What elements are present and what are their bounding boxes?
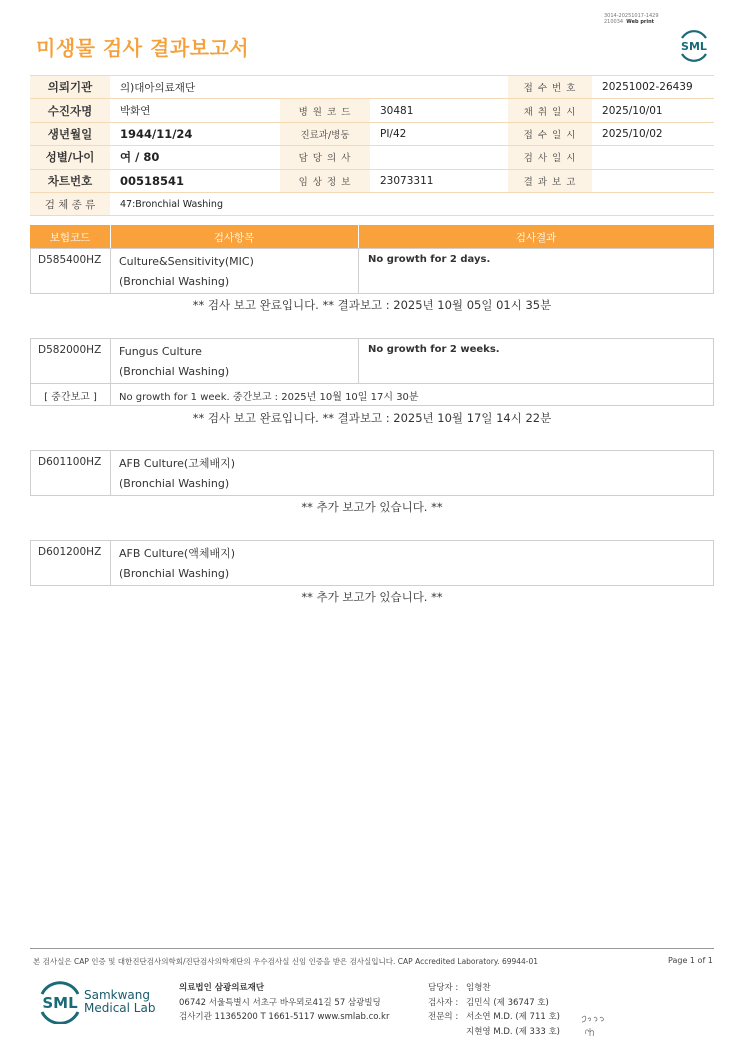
result-code: D601100HZ xyxy=(31,451,111,495)
specimen-label: 검 체 종 류 xyxy=(30,192,110,215)
clinical-info-value: 23073311 xyxy=(370,169,508,192)
name-label: 수진자명 xyxy=(30,99,110,122)
result-code: D585400HZ xyxy=(31,249,111,293)
dept-value: PI/42 xyxy=(370,122,508,145)
collect-date-label: 채 취 일 시 xyxy=(508,99,592,122)
page-number: Page 1 of 1 xyxy=(668,956,713,965)
hospital-code-value: 30481 xyxy=(370,99,508,122)
sml-logo-icon xyxy=(676,28,712,62)
header-result: 검사결과 xyxy=(515,232,557,244)
specimen-value: 47:Bronchial Washing xyxy=(110,192,714,215)
lab-org-name: 의료법인 삼광의료재단 xyxy=(179,983,265,993)
header-item: 검사항목 xyxy=(213,232,255,244)
brand-name: Samkwang Medical Lab xyxy=(84,988,156,1015)
result-row xyxy=(30,450,714,496)
certification-text: 본 검사실은 CAP 인증 및 대한진단검사의학회/진단검사의학재단의 우수검사실 신임 인증을 받은 검사실입니다. CAP Accredited Laboratory. 69944-01 xyxy=(33,957,539,966)
sml-logo-text: SML xyxy=(681,40,707,53)
staff-row: 지현영 M.D. (제 333 호) xyxy=(466,1026,561,1037)
header-divider xyxy=(110,225,111,248)
req-org-value: 의)대아의료재단 xyxy=(110,76,508,99)
patient-info-table xyxy=(30,75,714,216)
req-org-label: 의뢰기관 xyxy=(30,76,110,99)
result-item-name: Fungus Culture xyxy=(119,345,202,358)
result-status: ** 추가 보고가 있습니다. ** xyxy=(301,500,443,514)
staff-row: 전문의 : 서소연 M.D. (제 711 호) xyxy=(428,1012,561,1022)
result-row xyxy=(30,540,714,586)
chart-no-label: 차트번호 xyxy=(30,169,110,192)
print-info: 3014-20251017-1429 210034 Web print xyxy=(604,13,659,25)
result-status: ** 추가 보고가 있습니다. ** xyxy=(301,590,443,604)
result-value: No growth for 2 weeks. xyxy=(368,344,500,355)
result-row xyxy=(30,248,714,294)
report-value xyxy=(592,169,714,192)
info-row xyxy=(30,76,714,99)
lab-address xyxy=(179,981,389,1025)
info-row xyxy=(30,169,714,192)
result-item xyxy=(111,339,359,383)
hospital-code-label: 병 원 코 드 xyxy=(280,99,370,122)
info-row xyxy=(30,192,714,215)
test-date-value xyxy=(592,146,714,169)
info-row xyxy=(30,122,714,145)
receipt-date-label: 접 수 일 시 xyxy=(508,122,592,145)
test-date-label: 검 사 일 시 xyxy=(508,146,592,169)
receipt-no-label: 접 수 번 호 xyxy=(508,76,592,99)
dept-label: 진료과/병동 xyxy=(280,122,370,145)
result-status: ** 검사 보고 완료입니다. ** 결과보고 : 2025년 10월 05일 01시 35분 xyxy=(192,298,552,312)
result-item xyxy=(111,541,711,585)
interim-label: [ 중간보고 ] xyxy=(31,384,111,405)
lab-street-address: 06742 서울특별시 서초구 바우뫼로41길 57 삼광빌딩 xyxy=(179,997,381,1008)
result-row xyxy=(30,338,714,384)
result-item xyxy=(111,451,711,495)
result-item-name: AFB Culture(액체배지) xyxy=(119,547,236,560)
sex-age-value: 여 / 80 xyxy=(110,146,280,169)
header-code: 보험코드 xyxy=(49,232,91,244)
report-title: 미생물 검사 결과보고서 xyxy=(36,36,250,60)
interim-text: No growth for 1 week. 중간보고 : 2025년 10월 10일 17시 30분 xyxy=(119,392,419,403)
name-value: 박화연 xyxy=(110,99,280,122)
result-item-name: Culture&Sensitivity(MIC) xyxy=(119,255,254,268)
header-divider xyxy=(358,225,359,248)
result-item-specimen: (Bronchial Washing) xyxy=(119,275,230,288)
staff-row: 검사자 : 김민식 (제 36747 호) xyxy=(428,997,549,1008)
results-header xyxy=(30,225,714,248)
info-row xyxy=(30,146,714,169)
result-item-specimen: (Bronchial Washing) xyxy=(119,477,230,490)
info-row xyxy=(30,99,714,122)
result-item-specimen: (Bronchial Washing) xyxy=(119,567,230,580)
result-item xyxy=(111,249,359,293)
report-label: 결 과 보 고 xyxy=(508,169,592,192)
result-item-name: AFB Culture(고체배지) xyxy=(119,457,236,470)
doctor-value xyxy=(370,146,508,169)
staff-list xyxy=(428,981,560,1039)
clinical-info-label: 임 상 정 보 xyxy=(280,169,370,192)
staff-row: 담당자 : 임형찬 xyxy=(428,983,491,993)
result-value: No growth for 2 days. xyxy=(368,254,491,265)
result-item-specimen: (Bronchial Washing) xyxy=(119,365,230,378)
lab-contact: 검사기관 11365200 T 1661-5117 www.smlab.co.kr xyxy=(179,1012,390,1022)
result-code: D582000HZ xyxy=(31,339,111,383)
samkwang-logo-text: SML xyxy=(42,994,78,1012)
doctor-label: 담 당 의 사 xyxy=(280,146,370,169)
birth-label: 생년월일 xyxy=(30,122,110,145)
result-status: ** 검사 보고 완료입니다. ** 결과보고 : 2025년 10월 17일 14시 22분 xyxy=(192,411,552,425)
receipt-no-value: 20251002-26439 xyxy=(592,76,714,99)
birth-value: 1944/11/24 xyxy=(110,122,280,145)
chart-no-value: 00518541 xyxy=(110,169,280,192)
signature-icon xyxy=(578,1010,612,1040)
interim-report-row xyxy=(30,384,714,406)
samkwang-logo-icon xyxy=(36,980,84,1024)
footer-divider xyxy=(30,948,714,949)
collect-date-value: 2025/10/01 xyxy=(592,99,714,122)
result-code: D601200HZ xyxy=(31,541,111,585)
receipt-date-value: 2025/10/02 xyxy=(592,122,714,145)
sex-age-label: 성별/나이 xyxy=(30,146,110,169)
